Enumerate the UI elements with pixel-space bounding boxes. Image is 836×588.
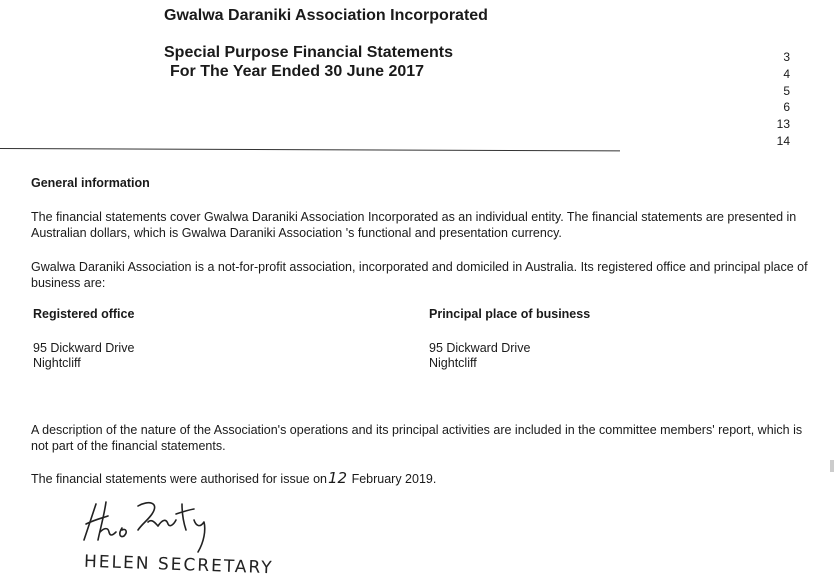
principal-place-heading: Principal place of business: [429, 307, 591, 321]
page-number: 5: [783, 83, 790, 98]
page-number-column: [777, 49, 790, 150]
registered-office-heading: Registered office: [33, 307, 135, 321]
address-line: Nightcliff: [429, 356, 477, 370]
page-number: 4: [783, 66, 790, 81]
authorisation-prefix: The financial statements were authorised for issue on: [31, 472, 327, 486]
address-line: 95 Dickward Drive: [33, 341, 135, 355]
handwritten-day: 12: [328, 469, 348, 487]
title-line-1: Special Purpose Financial Statements: [164, 44, 453, 61]
page-number: 3: [783, 50, 790, 64]
section-heading: General information: [31, 176, 150, 190]
address-line: Nightcliff: [33, 356, 81, 370]
horizontal-rule: [0, 148, 620, 151]
address-line: 95 Dickward Drive: [429, 341, 531, 355]
principal-place-address: [429, 341, 530, 371]
handwritten-name: HELEN SECRETARY: [83, 551, 274, 579]
page-number: 14: [776, 133, 790, 148]
authorisation-suffix: February 2019.: [348, 472, 437, 486]
paragraph-operations: A description of the nature of the Association's operations and its principal activities are included in the committee members' report, which is not part of the financial statements.: [31, 423, 803, 453]
title-line-2: For The Year Ended 30 June 2017: [170, 63, 425, 80]
handwritten-signature: [78, 494, 248, 556]
paragraph-domicile: Gwalwa Daraniki Association is a not-for-profit association, incorporated and domiciled in Australia. Its registered office and principal place of business are:: [31, 260, 808, 290]
page-number: 6: [783, 100, 790, 115]
paragraph-entity: The financial statements cover Gwalwa Daraniki Association Incorporated as an individual entity. The financial statements are presented in Australian dollars, which is Gwalwa Daraniki Association 's functional and presentation currency.: [31, 210, 797, 240]
document-title: [164, 43, 453, 81]
authorisation-statement: [31, 469, 436, 487]
organisation-name: Gwalwa Daraniki Association Incorporated: [164, 7, 488, 24]
scan-mark: [830, 460, 834, 472]
page-number: 13: [776, 117, 790, 132]
registered-office-address: [33, 341, 134, 371]
